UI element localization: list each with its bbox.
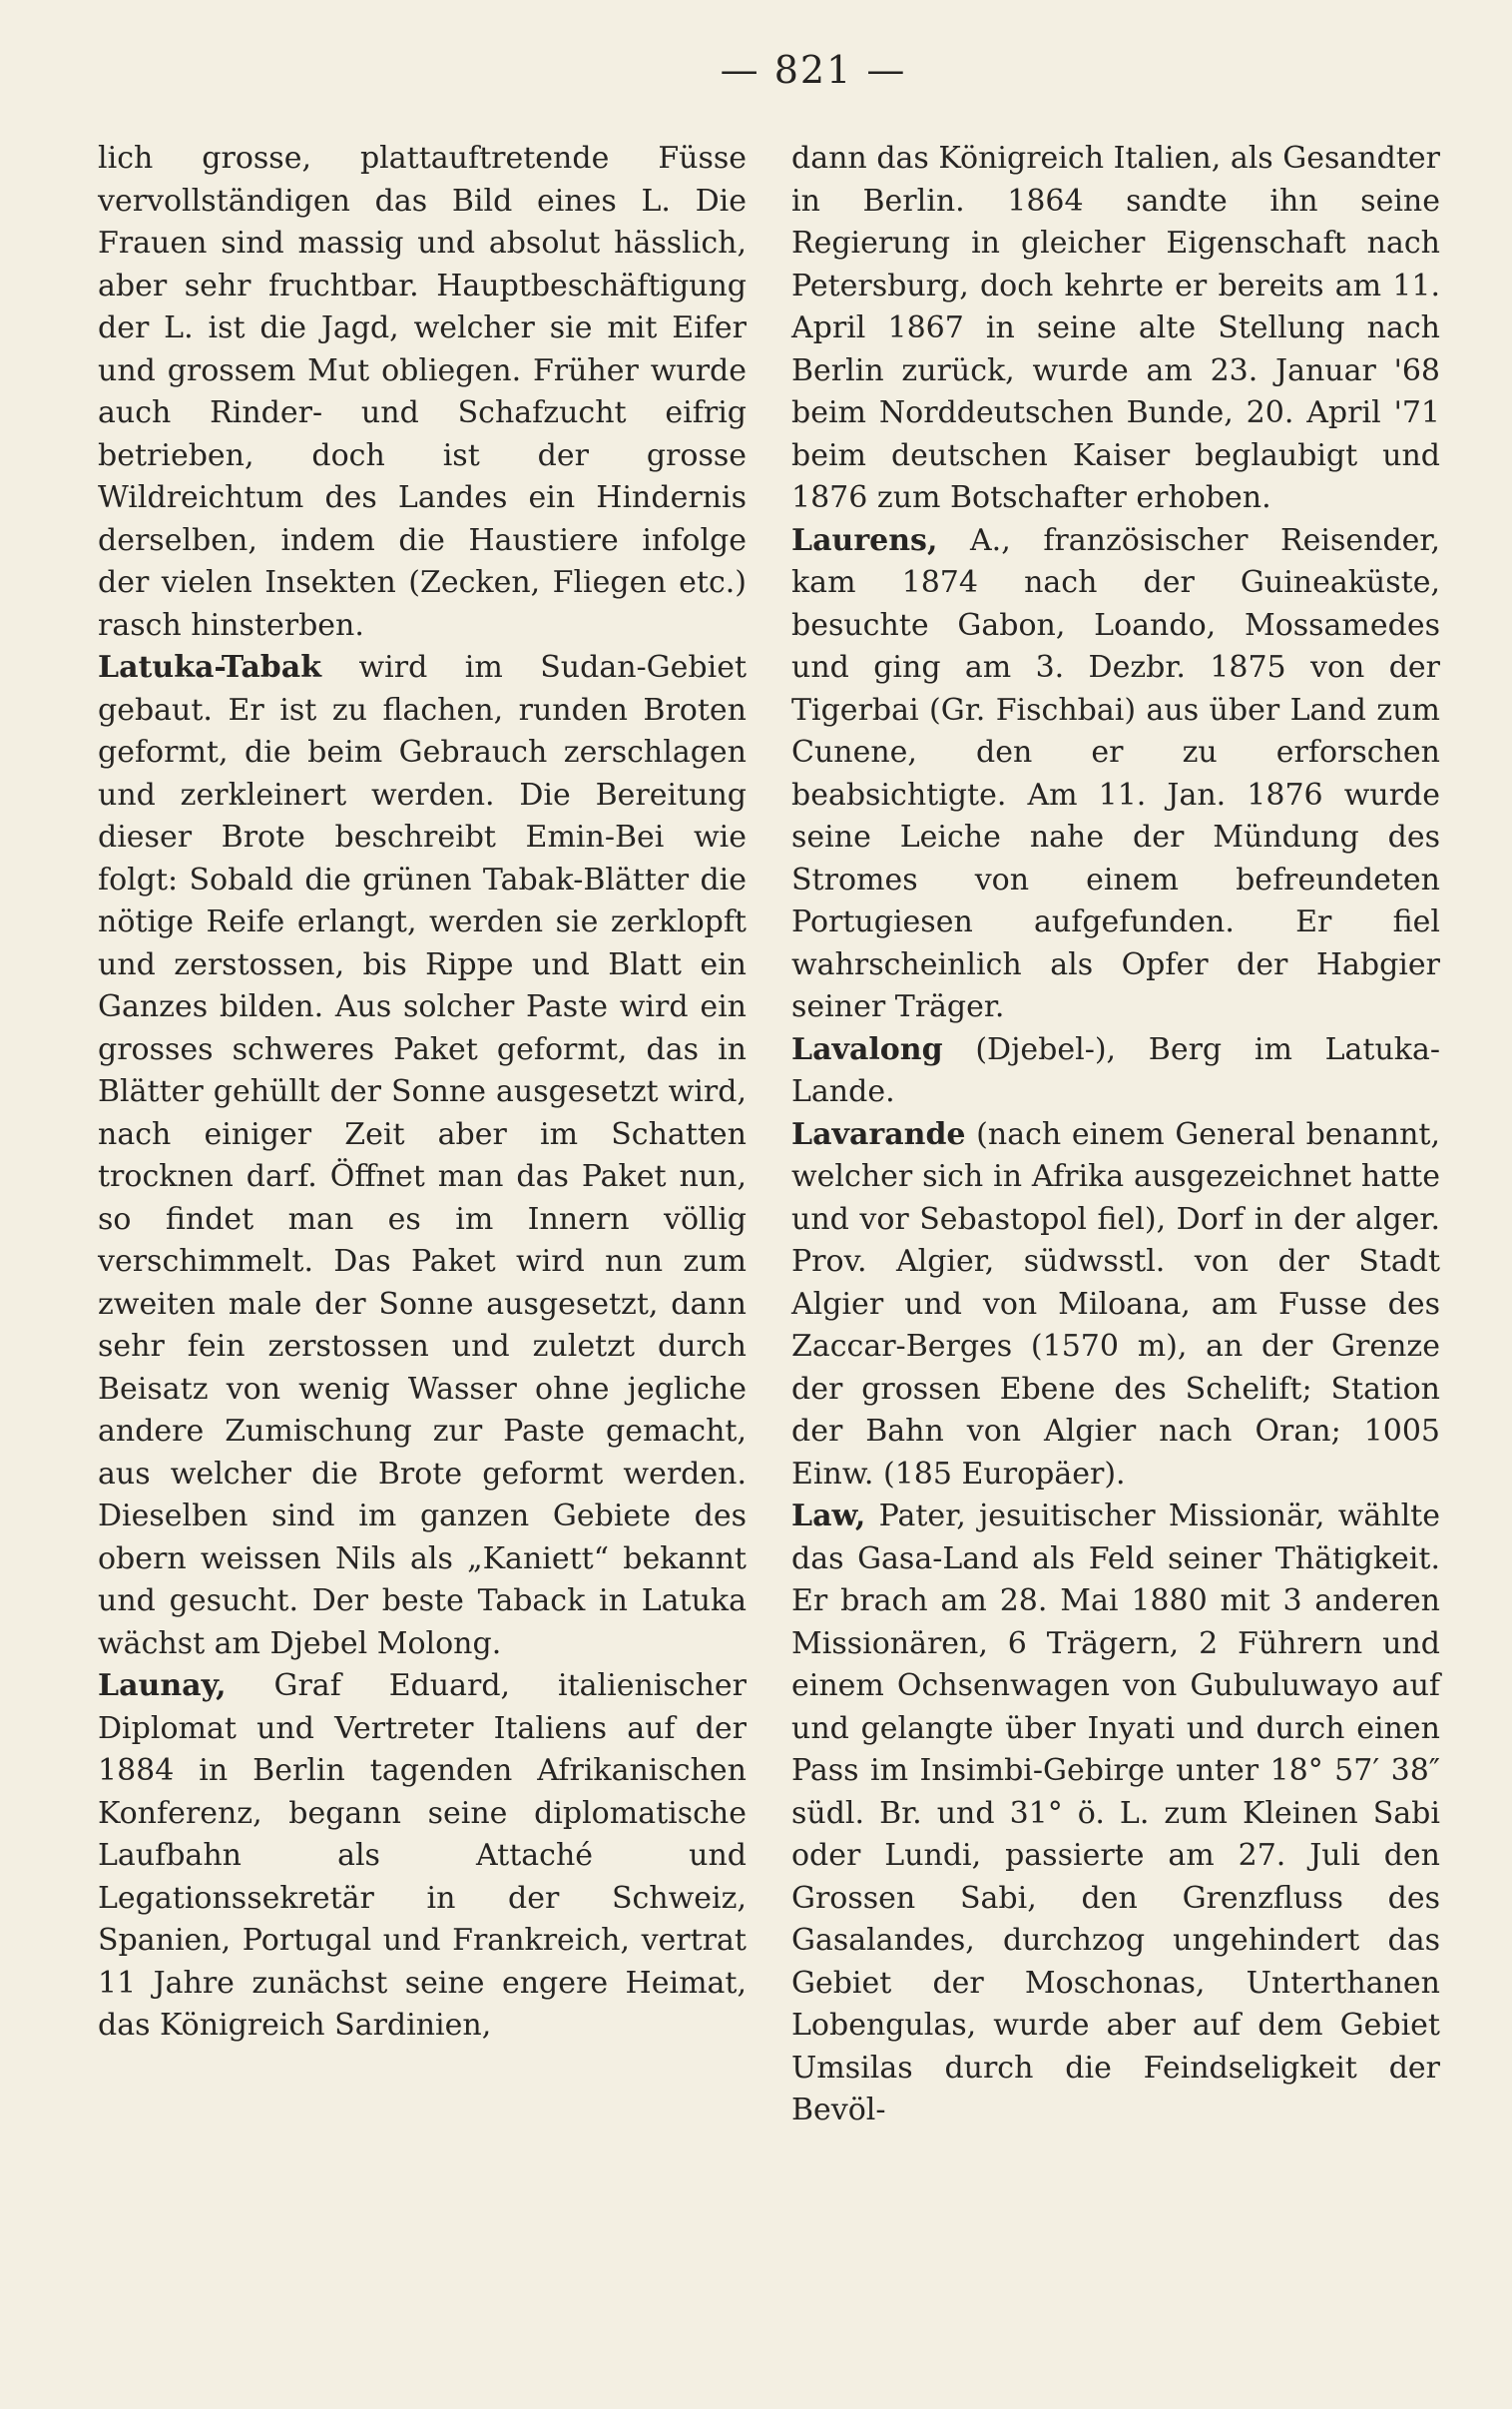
entry-text: Pater, jesuitischer Missionär, wählte das Gasa-Land als Feld seiner Thätigkeit. Er brach am 28. Mai 1880 mit 3 anderen Missionären, 6 Trägern, 2 Führern und einem Ochsenwagen von Gubuluwayo auf und gelangte über Inyati und durch einen Pass im Insimbi-Gebirge unter 18° 57′ 38″ südl. Br. und 31° ö. L. zum Kleinen Sabi oder Lundi, passierte am 27. Juli den Grossen Sabi, den Grenzfluss des Gasalandes, durchzog ungehindert das Gebiet der Moschonas, Unterthanen Lobengulas, wurde aber auf dem Gebiet Umsilas durch die Feindseligkeit der Bevöl- [791,1499,1440,2127]
entry-lavalong [791,1029,1440,1114]
right-column [791,138,1440,2132]
entry-headword: Latuka-Tabak [98,650,322,685]
entry-laurens [791,520,1440,1029]
entry-headword: Launay, [98,1668,227,1703]
entry-launay-continuation [791,138,1440,520]
entry-text: (nach einem General benannt, welcher sich in Afrika ausgezeichnet hatte und vor Sebastopol fiel), Dorf in der alger. Prov. Algier, südwsstl. von der Stadt Algier und von Miloana, am Fusse des Zaccar-Berges (1570 m), an der Grenze der grossen Ebene des Schelift; Station der Bahn von Algier nach Oran; 1005 Einw. (185 Europäer). [791,1116,1440,1492]
entry-text: Graf Eduard, italienischer Diplomat und Vertreter Italiens auf der 1884 in Berlin tagenden Afrikanischen Konferenz, begann seine diplomatische Laufbahn als Attaché und Legationssekretär in der Schweiz, Spanien, Portugal und Frankreich, vertrat 11 Jahre zunächst seine engere Heimat, das Königreich Sardinien, [98,1668,747,2043]
entry-intro-continuation [98,138,747,647]
entry-text: A., französischer Reisender, kam 1874 nach der Guineaküste, besuchte Gabon, Loando, Mossamedes und ging am 3. Dezbr. 1875 von der Tigerbai (Gr. Fischbai) aus über Land zum Cunene, den er zu erforschen beabsichtigte. Am 11. Jan. 1876 wurde seine Leiche nahe der Mündung des Stromes von einem befreundeten Portugiesen aufgefunden. Er fiel wahrscheinlich als Opfer der Habgier seiner Träger. [791,522,1440,1024]
entry-headword: Lavarande [791,1116,966,1152]
entry-law [791,1496,1440,2132]
entry-text: lich grosse, plattauftretende Füsse vervollständigen das Bild eines L. Die Frauen sind massig und absolut hässlich, aber sehr fruchtbar. Hauptbeschäftigung der L. ist die Jagd, welcher sie mit Eifer und grossem Mut obliegen. Früher wurde auch Rinder- und Schafzucht eifrig betrieben, doch ist der grosse Wildreichtum des Landes ein Hindernis derselben, indem die Haustiere infolge der vielen Insekten (Zecken, Fliegen etc.) rasch hinsterben. [98,141,747,643]
entry-latuka-tabak [98,647,747,1665]
left-column [98,138,747,2048]
entry-launay [98,1665,747,2048]
entry-headword: Laurens, [791,522,938,558]
page-number: — 821 — [720,48,907,92]
entry-headword: Lavalong [791,1031,943,1067]
entry-text: wird im Sudan-Gebiet gebaut. Er ist zu flachen, runden Broten geformt, die beim Gebrauch zerschlagen und zerkleinert werden. Die Bereitung dieser Brote beschreibt Emin-Bei wie folgt: Sobald die grünen Tabak-Blätter die nötige Reife erlangt, werden sie zerklopft und zerstossen, bis Rippe und Blatt ein Ganzes bilden. Aus solcher Paste wird ein grosses schweres Paket geformt, das in Blätter gehüllt der Sonne ausgesetzt wird, nach einiger Zeit aber im Schatten trocknen darf. Öffnet man das Paket nun, so findet man es im Innern völlig verschimmelt. Das Paket wird nun zum zweiten male der Sonne ausgesetzt, dann sehr fein zerstossen und zuletzt durch Beisatz von wenig Wasser ohne jegliche andere Zumischung zur Paste gemacht, aus welcher die Brote geformt werden. Dieselben sind im ganzen Gebiete des obern weissen Nils als „Kaniett“ bekannt und gesucht. Der beste Taback in Latuka wächst am Djebel Molong. [98,650,747,1661]
entry-text: (Djebel-), Berg im Latuka-Lande. [791,1031,1440,1109]
entry-text: dann das Königreich Italien, als Gesandter in Berlin. 1864 sandte ihn seine Regierung in gleicher Eigenschaft nach Petersburg, doch kehrte er bereits am 11. April 1867 in seine alte Stellung nach Berlin zurück, wurde am 23. Januar '68 beim Norddeutschen Bunde, 20. April '71 beim deutschen Kaiser beglaubigt und 1876 zum Botschafter erhoben. [791,141,1440,515]
entry-lavarande [791,1114,1440,1497]
entry-headword: Law, [791,1499,866,1533]
